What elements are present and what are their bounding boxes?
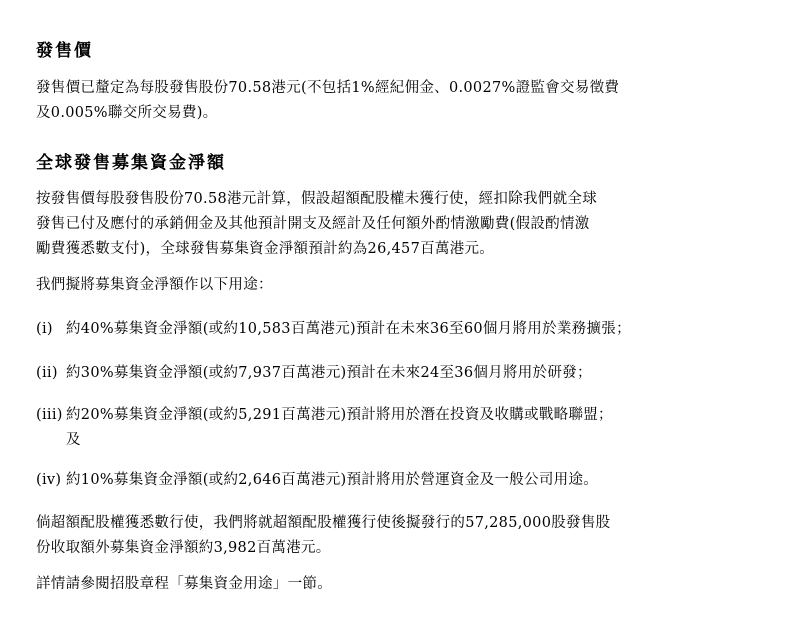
use-item-label: (iii): [36, 407, 63, 423]
offer-price-paragraph: [36, 76, 754, 126]
net-proceeds-intro-line-2: 發售已付及應付的承銷佣金及其他預計開支及經計及任何額外酌情激勵費(假設酌情激: [36, 216, 590, 232]
use-item-label: (ii): [36, 365, 58, 381]
net-proceeds-intro-line-3: 勵費獲悉數支付)，全球發售募集資金淨額預計約為26,457百萬港元。: [36, 241, 495, 257]
overallotment-line-2: 份收取額外募集資金淨額約3,982百萬港元。: [36, 540, 331, 556]
use-item-text: 約20%募集資金淨額(或約5,291百萬港元)預計將用於潛在投資及收購或戰略聯盟；: [66, 407, 613, 423]
use-item-iii: [36, 403, 754, 453]
offer-price-heading: 發售價: [36, 41, 93, 61]
offer-price-line-2: 及0.005%聯交所交易費)。: [36, 105, 218, 121]
net-proceeds-intro-line-1: 按發售價每股發售股份70.58港元計算，假設超額配股權未獲行使，經扣除我們就全球: [36, 191, 598, 207]
use-item-text-continued: 及: [66, 432, 81, 448]
reference-line: 詳情請參閱招股章程「募集資金用途」一節。: [36, 576, 332, 592]
use-item-text: 約10%募集資金淨額(或約2,646百萬港元)預計將用於營運資金及一般公司用途。: [66, 472, 599, 488]
use-item-label: (i): [36, 321, 53, 337]
reference-paragraph: [36, 572, 754, 597]
use-item-i: [36, 317, 754, 342]
use-item-ii: [36, 361, 754, 386]
net-proceeds-intro-paragraph: [36, 187, 754, 262]
use-item-text: 約30%募集資金淨額(或約7,937百萬港元)預計在未來24至36個月將用於研發；: [66, 365, 592, 381]
uses-intro-paragraph: [36, 273, 754, 298]
offer-price-line-1: 發售價已釐定為每股發售股份70.58港元(不包括1%經紀佣金、0.0027%證監會交易徵費: [36, 80, 620, 96]
use-item-iv: [36, 468, 754, 493]
use-item-label: (iv): [36, 472, 62, 488]
uses-intro-line: 我們擬將募集資金淨額作以下用途：: [36, 277, 273, 293]
overallotment-line-1: 倘超額配股權獲悉數行使，我們將就超額配股權獲行使後擬發行的57,285,000股發售股: [36, 515, 611, 531]
use-item-text: 約40%募集資金淨額(或約10,583百萬港元)預計在未來36至60個月將用於業務擴張；: [66, 321, 631, 337]
net-proceeds-heading: 全球發售募集資金淨額: [36, 153, 226, 173]
overallotment-paragraph: [36, 511, 754, 561]
